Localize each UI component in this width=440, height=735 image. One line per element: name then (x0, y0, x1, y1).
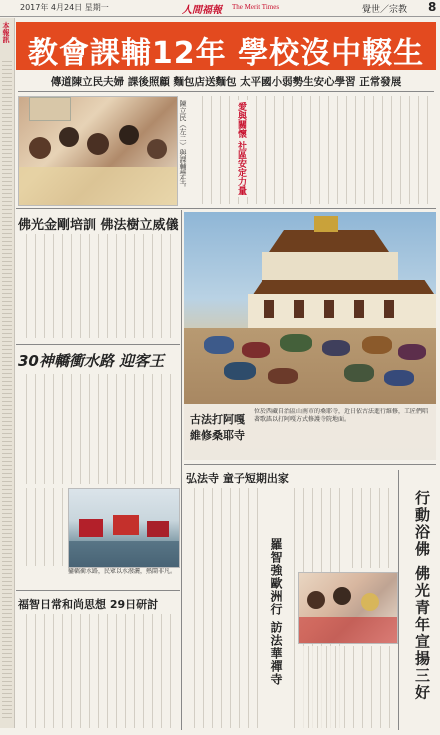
story3-photo (68, 488, 180, 568)
story3-side-text (18, 488, 64, 566)
masthead (0, 0, 440, 17)
story4-headline: 弘法寺 童子短期出家 (186, 472, 289, 485)
lead-body-text (194, 96, 434, 204)
story5-headline: 行動浴佛 佛光青年宣揚三好 (413, 490, 431, 702)
lead-subhead: 傳道陳立民夫婦 課後照顧 麵包店送麵包 太平國小弱勢生安心學習 正常發展 (50, 76, 402, 88)
story4-sub-headline: 羅智強歐洲行 訪法華禪寺 (269, 538, 283, 687)
story2-headline: 佛光金剛培訓 佛法樹立威儀 (18, 218, 179, 233)
temple-photo (184, 212, 436, 460)
issue-date: 2017年 4月24日 星期一 (20, 3, 109, 12)
paper-logo: 人間福報 (182, 5, 222, 16)
story4-body (186, 488, 266, 728)
paper-logo-en: The Merit Times (232, 3, 280, 11)
story3-headline-text: 30神轎衝水路 迎客王 (18, 352, 165, 370)
lead-photo-caption: 陳立民（左二）與課輔學生。 (179, 100, 187, 191)
story3-photo-caption: 鑾轎衝水路，民眾以水潑灑，熱鬧非凡。 (68, 568, 177, 575)
story6-headline: 福智日常和尚思想 29日研討 (18, 598, 159, 611)
story2-body (18, 234, 178, 338)
section-label: 覺世／宗教 (362, 5, 408, 15)
lead-headline: 教會課輔12年 學校沒中輟生 (27, 36, 425, 71)
page-number: 8 (428, 0, 437, 14)
left-edge-strip (0, 18, 15, 728)
story5-body (344, 488, 396, 568)
edge-label: 本報訊 (2, 22, 10, 43)
story3-headline (18, 350, 164, 371)
story5-body-lower (300, 646, 396, 728)
story5-photo (298, 572, 398, 644)
lead-headline-banner (16, 22, 436, 70)
temple-caption-text: 位於西藏自治區山南市的桑耶寺，近日依古法進行維修，工匠們唱著歌謠以打阿嘎方式修護寺院地面。 (254, 408, 429, 423)
story3-body (18, 374, 178, 484)
temple-caption-title: 古法打阿嘎 維修桑耶寺 (190, 413, 245, 442)
lead-kicker: 愛與關懷 社區安定力量 (234, 100, 249, 197)
lead-photo (18, 96, 178, 206)
story6-body (18, 614, 178, 728)
